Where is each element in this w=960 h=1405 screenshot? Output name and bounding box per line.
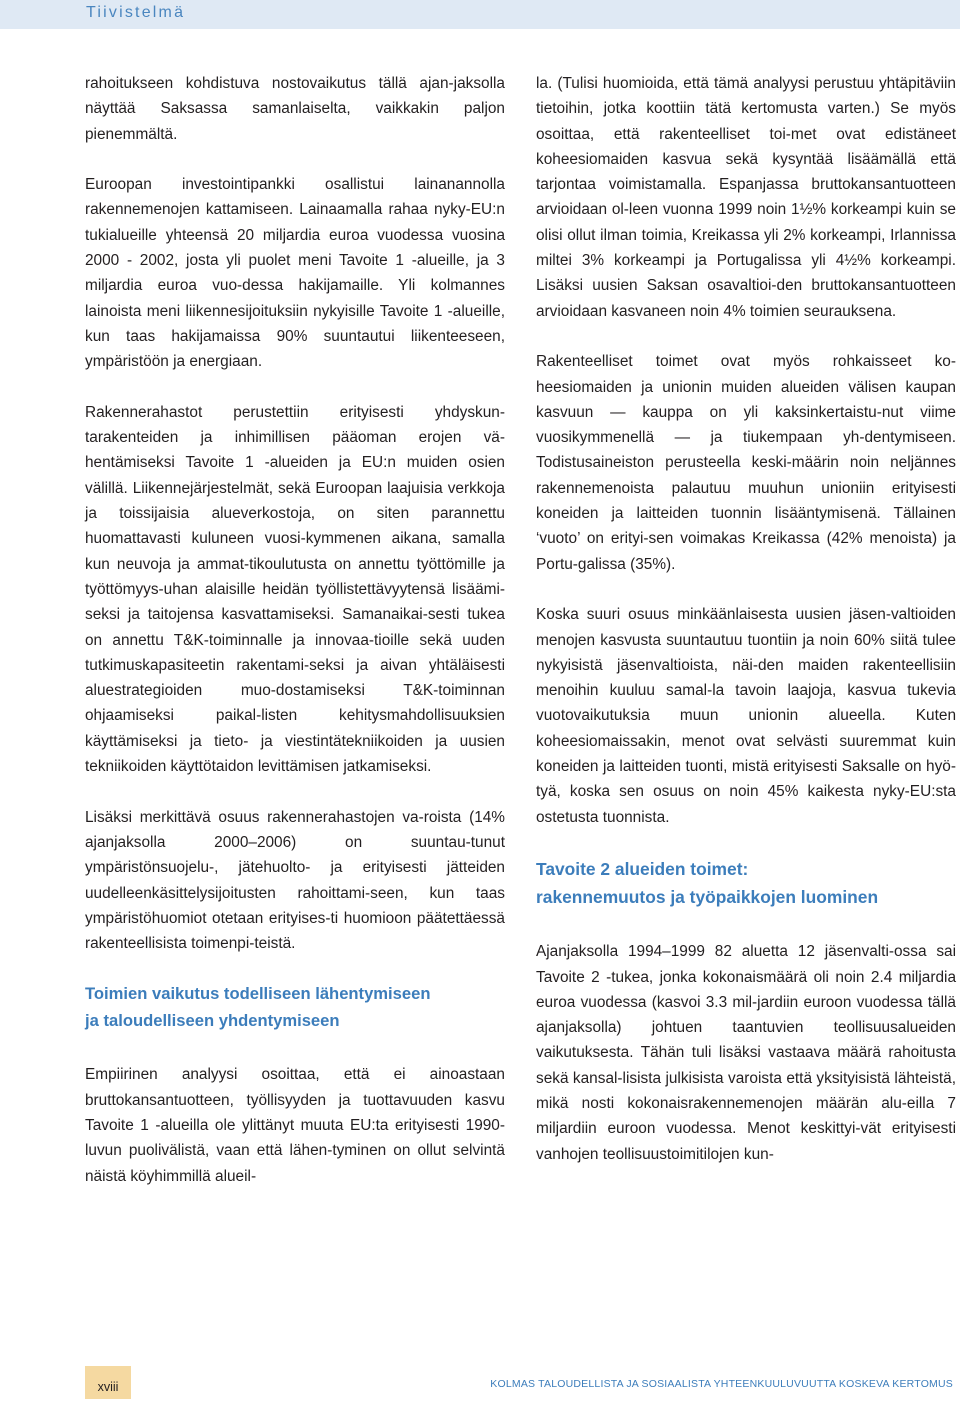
right-column [536, 71, 956, 1192]
right-paragraph-1: la. (Tulisi huomioida, että tämä analyysi perustuu yhtäpitäviin tietoihin, jotka koottiin tätä kertomusta varten.) Se myös osoittaa, että rakenteelliset toi-met ovat edistäneet koheesiomaiden kasvua sekä kysyntää lisäämällä että tarjontaa voimistamalla. Espanjassa bruttokansantuotteen arvioidaan ol-leen vuonna 1999 noin 1½% korkeampi kuin se olisi ollut ilman toimia, Kreikassa yli 2% korkeampi, Irlannissa miltei 3% korkeampi ja Portugalissa yli 4½% korkeampi. Lisäksi uusien Saksan osavaltioi-den bruttokansantuotteen arvioidaan kasvaneen noin 4% toimien seurauksena. [536, 75, 956, 320]
page-number-box [85, 1366, 131, 1399]
left-heading-line-2: ja taloudelliseen yhdentymiseen [85, 1011, 340, 1031]
right-heading-line-1: Tavoite 2 alueiden toimet: [536, 859, 749, 880]
left-paragraph-2: Euroopan investointipankki osallistui lainanannolla rakennemenojen kattamiseen. Lainaamalla rahaa nyky-EU:n tukialueille yhteensä 20 miljardia euroa vuodessa vuosina 2000 - 2002, josta yli puolet meni Tavoite 1 -alueille, ja 3 miljardia euroa vuo-dessa hakijamaille. Yli kolmannes lainoista meni liikennesijoituksiin nykyisille Tavoite 1 -alueille, kun taas hakijamaissa 90% suuntautui liikenteeseen, ympäristöön ja energiaan. [85, 176, 505, 371]
right-paragraph-3: Koska suuri osuus minkäänlaisesta uusien jäsen-valtioiden menojen kasvusta suuntautuu tuontiin ja noin 60% siitä tulee nykyisistä jäsenvaltioista, näi-den maiden rakenteellisiin menoihin kuuluu samal-la tavoin laajoja, kasvua tukevia vuotovaikutuksia muun unionin alueella. Kuten koheesiomaissakin, menot ovat selvästi suuremmat kuin koneiden ja laitteiden tuonti, mistä erityisesti Saksalle on hyö-tyä, koska sen osuus on noin 45% kaikesta nyky-EU:sta ostetusta tuonnista. [536, 606, 956, 826]
page-number: xviii [97, 1380, 119, 1394]
left-section-heading [85, 980, 505, 1034]
left-paragraph-4: Lisäksi merkittävä osuus rakennerahastojen va-roista (14% ajanjaksolla 2000–2006) on suuntau-tunut ympäristönsuojelu-, jätehuolto- ja erityisesti jätteiden uudelleenkäsittelysijoitusten rahoittami-seen, kun taas ympäristöhuomiot otetaan erityises-ti huomioon päätettäessä rakenteellisista toimenpi-teistä. [85, 808, 505, 953]
right-paragraph-2: Rakenteelliset toimet ovat myös rohkaisseet ko-heesiomaiden ja unionin muiden alueiden välisen kaupan kasvuun — kauppa on yli kaksinkertaistu-nut viime vuosikymmenellä — ja tiukempaan yh-dentymiseen. Todistusaineiston perusteella keski-määrin noin neljännes rakennemenoista palautuu muuhun unioniin erityisesti koneiden ja laitteiden tuonnin lisääntymisenä. Tällainen ‘vuoto’ on erityi-sen voimakas Kreikassa (42% menoista) ja Portu-galissa (35%). [536, 353, 956, 573]
right-paragraph-4: Ajanjaksolla 1994–1999 82 aluetta 12 jäsenvalti-ossa sai Tavoite 2 -tukea, jonka kokonaismäärä oli noin 2.4 miljardia euroa vuodessa (kasvoi 3.3 mil-jardiin euroon vuodessa tällä ajanjaksolla) johtuen taantuvien teollisuusalueiden vaikutuksesta. Tähän tuli lisäksi vastaava määrä rahoitusta sekä kansal-lisista julkisista varoista että yksityisistä lähteistä, mikä nosti kokonaisrakennemenojen määrän alu-eilla 7 miljardiin euroon vuodessa. Menot keskittyi-vät erityisesti vanhojen teollisuustoimitilojen kun- [536, 943, 956, 1163]
left-column [85, 71, 505, 1214]
section-label: Tiivistelmä [86, 4, 186, 21]
left-paragraph-5: Empiirinen analyysi osoittaa, että ei ainoastaan bruttokansantuotteen, työllisyyden ja tuottavuuden kasvu Tavoite 1 -alueilla ole ylittänyt muuta EU:ta erityisesti 1990-luvun puolivälistä, vaan että lähen-tyminen on ollut selvintä näistä köyhimmillä alueil- [85, 1066, 505, 1185]
right-section-heading [536, 855, 956, 911]
header-band [0, 0, 960, 29]
right-heading-line-2: rakennemuutos ja työpaikkojen luominen [536, 887, 879, 908]
left-paragraph-1: rahoitukseen kohdistuva nostovaikutus tällä ajan-jaksolla näyttää Saksassa samanlaiselta, vaikkakin paljon pienemmältä. [85, 75, 505, 143]
left-heading-line-1: Toimien vaikutus todelliseen lähentymiseen [85, 984, 431, 1004]
footer-report-title: KOLMAS TALOUDELLISTA JA SOSIAALISTA YHTEENKUULUVUUTTA KOSKEVA KERTOMUS [490, 1378, 953, 1390]
left-paragraph-3: Rakennerahastot perustettiin erityisesti yhdyskun-tarakenteiden ja inhimillisen pääoman erojen vä-hentämiseksi Tavoite 1 -alueiden ja EU:n muiden osien välillä. Liikennejärjestelmät, sekä Euroopan laajuisia verkkoja ja toissijaisia alueverkostoja, on siten parannettu huomattavasti kuluneen vuosi-kymmenen aikana, samalla kun neuvoja ja ammat-tikoulutusta on annettu työttömille ja työttömyys-uhan alaisille heidän työllistettävyytensä lisäämi-seksi ja taitojensa kasvattamiseksi. Samanaikai-sesti tukea on annettu T&K-toiminnalle ja innovaa-tioille sekä uuden tutkimuskapasiteetin rakentami-seksi ja aivan yhtäläisesti aluestrategioiden muo-dostamiseksi T&K-toiminnan ohjaamiseksi paikal-listen kehitysmahdollisuuksien käyttämiseksi ja tieto- ja viestintätekniikoiden ja uusien tekniikoiden käyttötaidon levittämisen jatkamiseksi. [85, 403, 505, 776]
